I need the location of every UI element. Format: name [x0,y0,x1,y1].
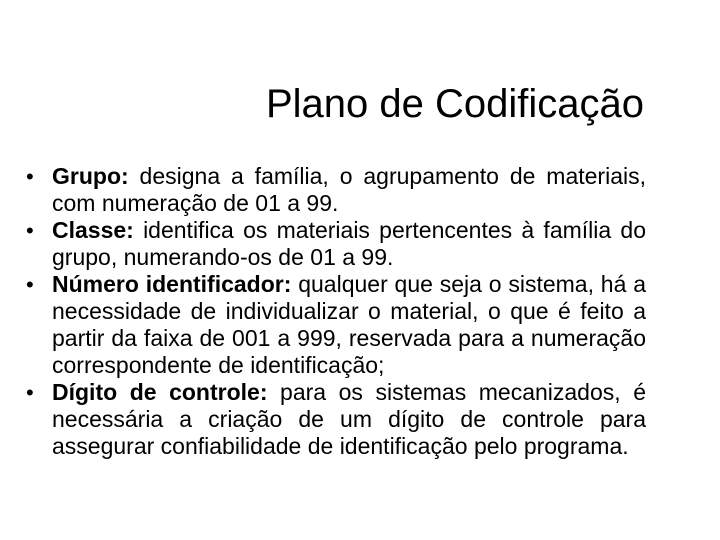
bullet-marker-icon: • [26,380,34,405]
bullet-item-grupo [24,163,646,217]
bullet-list [24,163,646,460]
bullet-marker-icon: • [26,218,34,243]
bullet-text: identifica os materiais pertencentes à família do grupo, numerando-os de 01 a 99. [52,217,646,270]
bullet-marker-icon: • [26,272,34,297]
bullet-term: Grupo: [52,163,129,189]
bullet-item-digito-de-controle [24,379,646,460]
bullet-text: designa a família, o agrupamento de materiais, com numeração de 01 a 99. [52,163,646,216]
bullet-marker-icon: • [26,164,34,189]
bullet-text: para os sistemas mecanizados, é necessária a criação de um dígito de controle para assegurar confiabilidade de identificação pelo programa. [52,379,646,459]
bullet-item-classe [24,217,646,271]
bullet-term: Número identificador: [52,271,292,297]
slide-title: Plano de Codificação [265,82,644,126]
bullet-text: qualquer que seja o sistema, há a necessidade de individualizar o material, o que é feito a partir da faixa de 001 a 999, reservada para a numeração correspondente de identificação; [52,271,646,378]
bullet-term: Classe: [52,217,134,243]
bullet-item-numero-identificador [24,271,646,379]
bullet-term: Dígito de controle: [52,379,268,405]
